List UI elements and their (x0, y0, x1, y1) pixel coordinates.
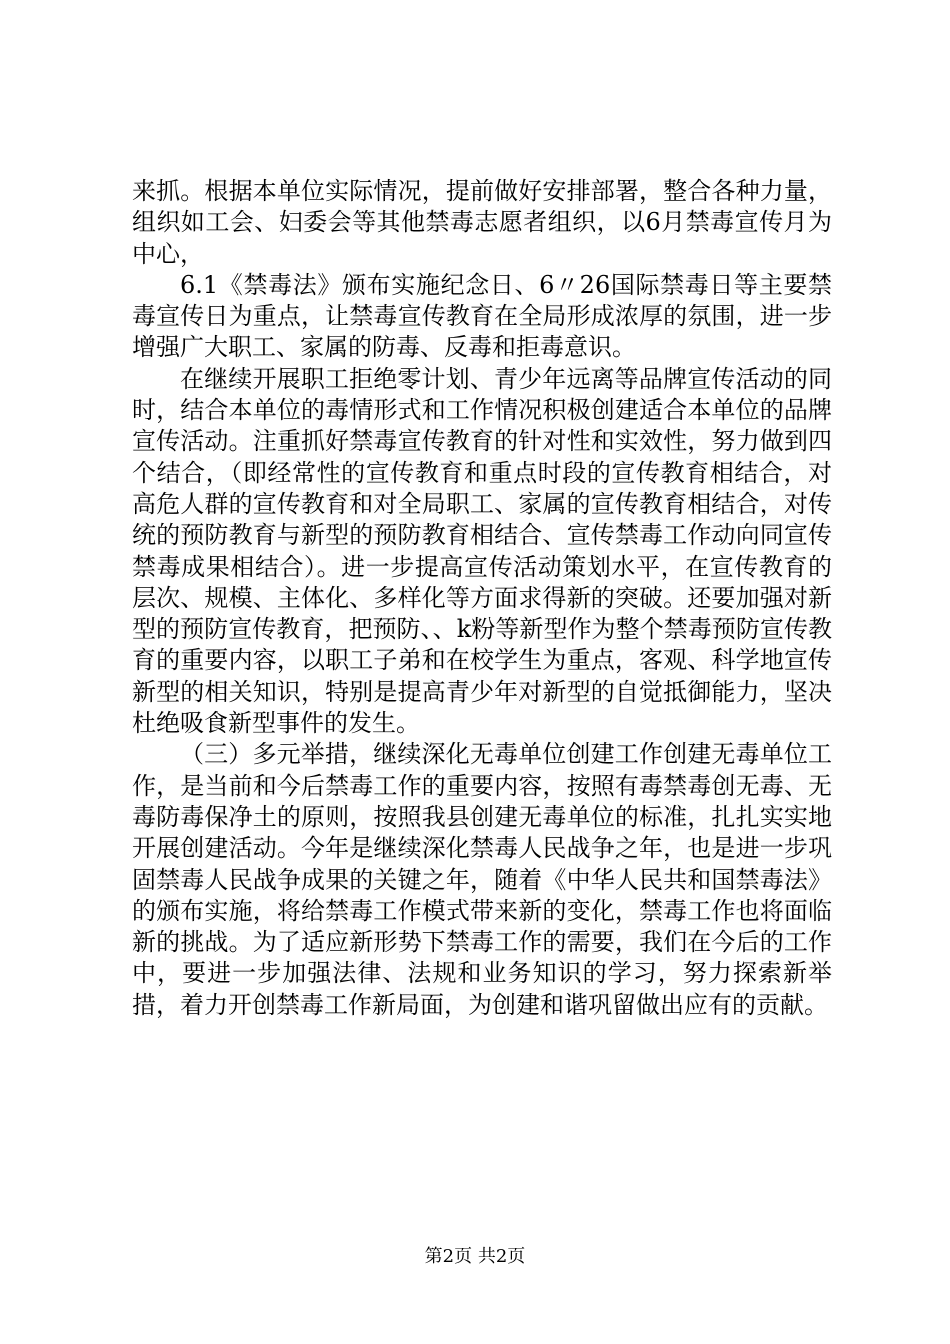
paragraph-publicity-days: 6.1《禁毒法》颁布实施纪念日、6〃26国际禁毒日等主要禁毒宣传日为重点，让禁毒宣传教育在全局形成浓厚的氛围，进一步增强广大职工、家属的防毒、反毒和拒毒意识。 (132, 270, 832, 362)
paragraph-drug-free-units: （三）多元举措，继续深化无毒单位创建工作创建无毒单位工作，是当前和今后禁毒工作的重要内容，按照有毒禁毒创无毒、无毒防毒保净土的原则，按照我县创建无毒单位的标准，扎扎实实地开展创建活动。今年是继续深化禁毒人民战争之年，也是进一步巩固禁毒人民战争成果的关键之年，随着《中华人民共和国禁毒法》的颁布实施，将给禁毒工作模式带来新的变化，禁毒工作也将面临新的挑战。为了适应新形势下禁毒工作的需要，我们在今后的工作中，要进一步加强法律、法规和业务知识的学习，努力探索新举措，着力开创禁毒工作新局面，为创建和谐巩留做出应有的贡献。 (132, 740, 832, 1019)
paragraph-brand-activities: 在继续开展职工拒绝零计划、青少年远离等品牌宣传活动的同时，结合本单位的毒情形式和工作情况积极创建适合本单位的品牌宣传活动。注重抓好禁毒宣传教育的针对性和实效性，努力做到四个结合，（即经常性的宣传教育和重点时段的宣传教育相结合，对高危人群的宣传教育和对全局职工、家属的宣传教育相结合，对传统的预防教育与新型的预防教育相结合、宣传禁毒工作动向同宣传禁毒成果相结合）。进一步提高宣传活动策划水平，在宣传教育的层次、规模、主体化、多样化等方面求得新的突破。还要加强对新型的预防宣传教育，把预防、、k粉等新型作为整个禁毒预防宣传教育的重要内容，以职工子弟和在校学生为重点，客观、科学地宣传新型的相关知识，特别是提高青少年对新型的自觉抵御能力，坚决杜绝吸食新型事件的发生。 (132, 364, 832, 738)
paragraph-continuation: 来抓。根据本单位实际情况，提前做好安排部署，整合各种力量，组织如工会、妇委会等其他禁毒志愿者组织，以6月禁毒宣传月为中心， (132, 177, 832, 268)
document-body (132, 176, 832, 1021)
page-number-footer: 第2页 共2页 (424, 1246, 526, 1267)
